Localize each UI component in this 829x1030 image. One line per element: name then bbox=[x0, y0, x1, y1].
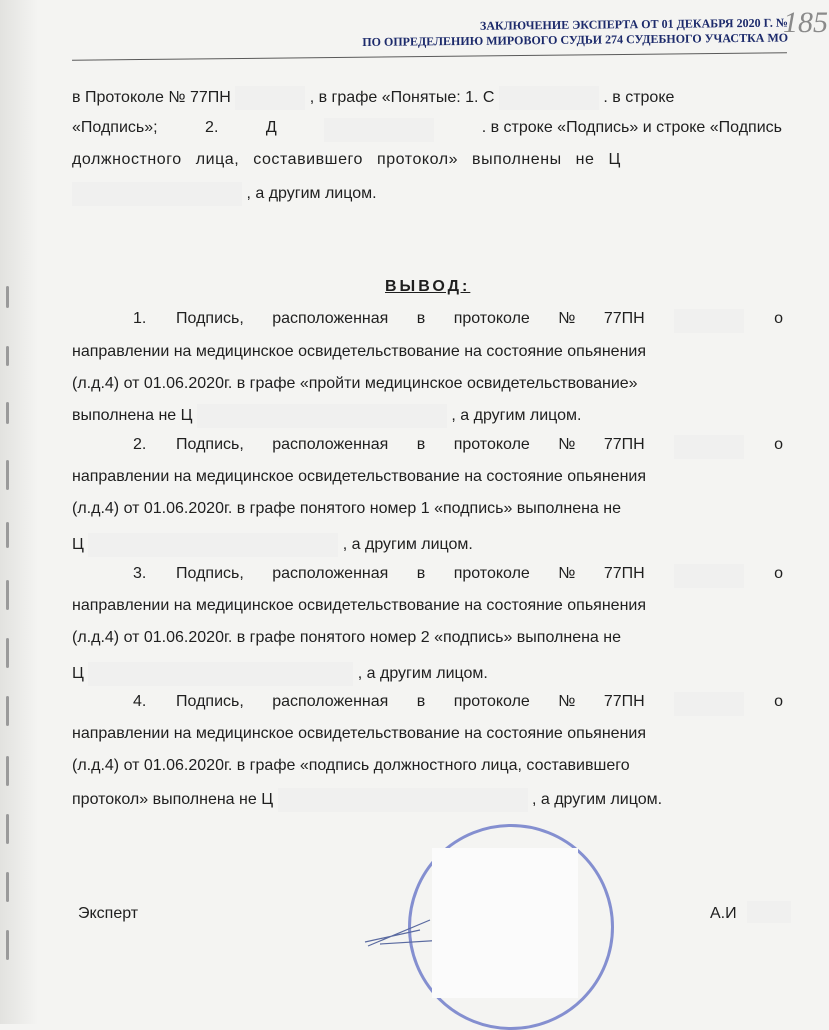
redaction bbox=[747, 901, 791, 923]
binding-hole-mark bbox=[6, 286, 9, 308]
binding-hole-mark bbox=[6, 696, 9, 726]
item-2-line-2: направлении на медицинское освидетельствование на состояние опьянения bbox=[72, 468, 647, 485]
expert-name: А.И bbox=[710, 905, 737, 922]
redaction bbox=[88, 533, 338, 557]
item-3-line-3: (л.д.4) от 01.06.2020г. в графе понятого номер 2 «подпись» выполнена не bbox=[72, 629, 621, 646]
redaction bbox=[499, 86, 599, 110]
redaction bbox=[674, 564, 744, 588]
binding-hole-mark bbox=[6, 638, 9, 668]
item-2-line-3: (л.д.4) от 01.06.2020г. в графе понятого номер 1 «подпись» выполнена не bbox=[72, 500, 621, 517]
binding-hole-mark bbox=[6, 402, 9, 424]
redaction bbox=[235, 86, 305, 110]
item-3-line-1: 3. Подпись, расположенная в протоколе № 77ПН о bbox=[133, 564, 783, 588]
binding-hole-mark bbox=[6, 346, 9, 366]
item-3-line-4: Ц , а другим лицом. bbox=[72, 662, 488, 686]
item-1-line-3: (л.д.4) от 01.06.2020г. в графе «пройти медицинское освидетельствование» bbox=[72, 375, 638, 392]
page-shadow bbox=[0, 0, 38, 1024]
intro-line-4: , а другим лицом. bbox=[72, 182, 377, 206]
redaction bbox=[72, 182, 242, 206]
item-2-line-4: Ц , а другим лицом. bbox=[72, 533, 473, 557]
binding-hole-mark bbox=[6, 756, 9, 786]
item-1-line-4: выполнена не Ц , а другим лицом. bbox=[72, 404, 582, 428]
item-2-line-1: 2. Подпись, расположенная в протоколе № 77ПН о bbox=[133, 435, 783, 459]
intro-line-1: в Протоколе № 77ПН , в графе «Понятые: 1. С . в строке bbox=[72, 86, 782, 110]
binding-hole-mark bbox=[6, 930, 9, 960]
page-number: 185 bbox=[783, 6, 828, 39]
conclusion-title: ВЫВОД: bbox=[385, 278, 471, 295]
binding-hole-mark bbox=[6, 460, 9, 490]
binding-hole-mark bbox=[6, 580, 9, 610]
item-1-line-2: направлении на медицинское освидетельствование на состояние опьянения bbox=[72, 343, 647, 360]
header-divider bbox=[72, 52, 787, 60]
intro-line-3: должностного лица, составившего протокол» выполнены не Ц bbox=[72, 151, 621, 168]
redaction bbox=[278, 788, 528, 812]
redaction bbox=[88, 662, 353, 686]
item-3-line-2: направлении на медицинское освидетельствование на состояние опьянения bbox=[72, 597, 647, 614]
document-header bbox=[318, 16, 788, 51]
header-line-1: ЗАКЛЮЧЕНИЕ ЭКСПЕРТА ОТ 01 ДЕКАБРЯ 2020 Г. № bbox=[479, 15, 788, 33]
redacted-signature bbox=[432, 848, 578, 998]
binding-hole-mark bbox=[6, 522, 9, 548]
expert-label: Эксперт bbox=[78, 905, 139, 922]
header-line-2: ПО ОПРЕДЕЛЕНИЮ МИРОВОГО СУДЬИ 274 СУДЕБНОГО УЧАСТКА МО bbox=[362, 30, 789, 49]
binding-hole-mark bbox=[6, 814, 9, 844]
item-4-line-4: протокол» выполнена не Ц , а другим лицом. bbox=[72, 788, 662, 812]
redaction bbox=[674, 309, 744, 333]
item-1-line-1: 1. Подпись, расположенная в протоколе № 77ПН о bbox=[133, 309, 783, 333]
redaction bbox=[674, 692, 744, 716]
item-4-line-3: (л.д.4) от 01.06.2020г. в графе «подпись должностного лица, составившего bbox=[72, 757, 630, 774]
item-4-line-1: 4. Подпись, расположенная в протоколе № 77ПН о bbox=[133, 692, 783, 716]
redaction bbox=[197, 404, 447, 428]
intro-line-2: «Подпись»; 2. Д . в строке «Подпись» и строке «Подпись bbox=[72, 118, 782, 142]
redaction bbox=[674, 435, 744, 459]
redaction bbox=[324, 118, 434, 142]
binding-hole-mark bbox=[6, 872, 9, 902]
item-4-line-2: направлении на медицинское освидетельствование на состояние опьянения bbox=[72, 725, 647, 742]
